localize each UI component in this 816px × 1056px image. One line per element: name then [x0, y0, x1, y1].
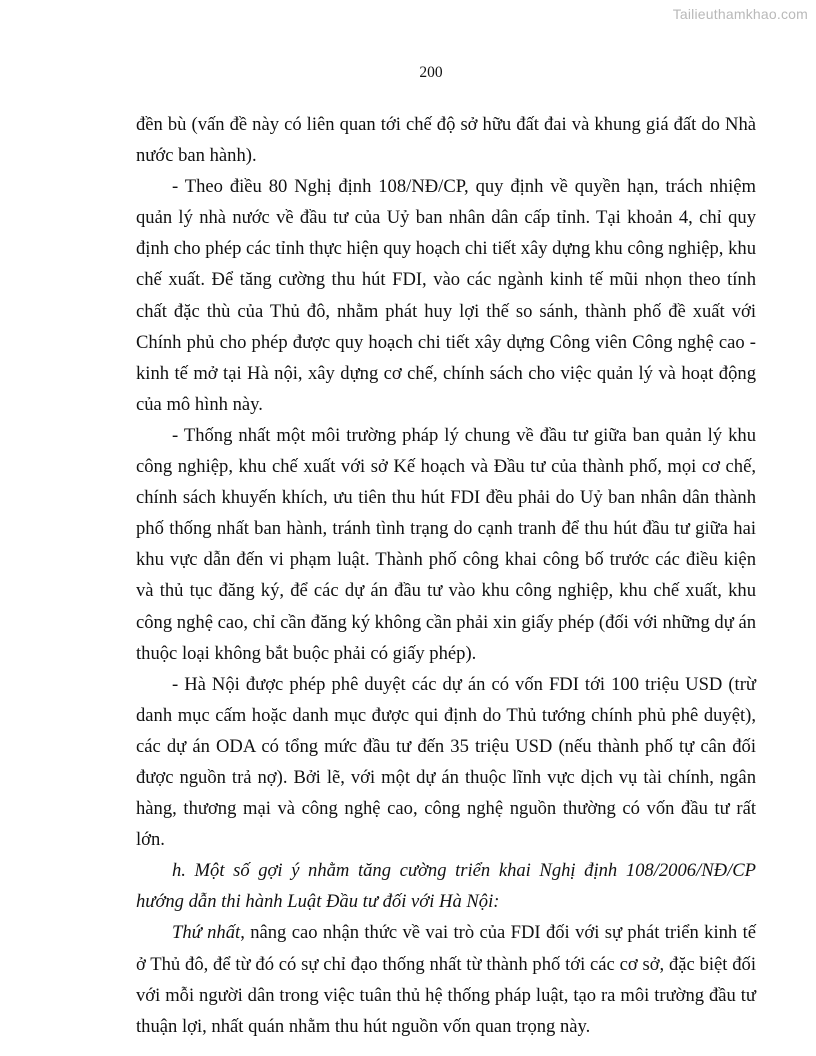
paragraph-article-80: - Theo điều 80 Nghị định 108/NĐ/CP, quy định về quyền hạn, trách nhiệm quản lý nhà nước về đầu tư của Uỷ ban nhân dân cấp tỉnh. Tại khoản 4, chỉ quy định cho phép các tỉnh thực hiện quy hoạch chi tiết xây dựng khu công nghiệp, khu chế xuất. Để tăng cường thu hút FDI, vào các ngành kinh tế mũi nhọn theo tính chất đặc thù của Thủ đô, nhằm phát huy lợi thế so sánh, thành phố đề xuất với Chính phủ cho phép được quy hoạch chi tiết xây dựng Công viên Công nghệ cao - kinh tế mở tại Hà nội, xây dựng cơ chế, chính sách cho việc quản lý và hoạt động của mô hình này.	[136, 176, 756, 415]
paragraph-hanoi-approval: - Hà Nội được phép phê duyệt các dự án có vốn FDI tới 100 triệu USD (trừ danh mục cấm hoặc danh mục được qui định do Thủ tướng chính phủ phê duyệt), các dự án ODA có tổng mức đầu tư đến 35 triệu USD (nếu thành phố tự cân đối được nguồn trả nợ). Bởi lẽ, với một dự án thuộc lĩnh vực dịch vụ tài chính, ngân hàng, thương mại và công nghệ cao, công nghệ nguồn thường có vốn đầu tư rất lớn.	[136, 673, 756, 851]
paragraph-legal-environment: - Thống nhất một môi trường pháp lý chung về đầu tư giữa ban quản lý khu công nghiệp, khu chế xuất với sở Kế hoạch và Đầu tư của thành phố, mọi cơ chế, chính sách khuyến khích, ưu tiên thu hút FDI đều phải do Uỷ ban nhân dân thành phố thống nhất ban hành, tránh tình trạng do cạnh tranh để thu hút đầu tư giữa hai khu vực dẫn đến vi phạm luật. Thành phố công khai công bố trước các điều kiện và thủ tục đăng ký, để các dự án đầu tư vào khu công nghiệp, khu chế xuất, khu công nghệ cao, chỉ cần đăng ký không cần phải xin giấy phép (đối với những dự án thuộc loại không bắt buộc phải có giấy phép).	[136, 424, 756, 664]
paragraph-first-suggestion	[136, 917, 756, 1041]
section-heading-h: h. Một số gợi ý nhằm tăng cường triển khai Nghị định 108/2006/NĐ/CP hướng dẫn thi hành Luật Đầu tư đối với Hà Nội:	[136, 860, 756, 913]
paragraph-first-suggestion-text: , nâng cao nhận thức về vai trò của FDI đối với sự phát triển kinh tế ở Thủ đô, để từ đó có sự chỉ đạo thống nhất từ thành phố tới các cơ sở, đặc biệt đối với mỗi người dân trong việc tuân thủ hệ thống pháp luật, tạo ra môi trường đầu tư thuận lợi, nhất quán nhằm thu hút nguồn vốn quan trọng này.	[136, 922, 757, 1037]
lead-term-first: Thứ nhất	[172, 922, 241, 944]
watermark: Tailieuthamkhao.com	[672, 6, 808, 22]
document-body	[136, 109, 756, 1042]
paragraph-compensation: đền bù (vấn đề này có liên quan tới chế độ sở hữu đất đai và khung giá đất do Nhà nước ban hành).	[136, 114, 756, 167]
page-number: 200	[419, 64, 443, 81]
